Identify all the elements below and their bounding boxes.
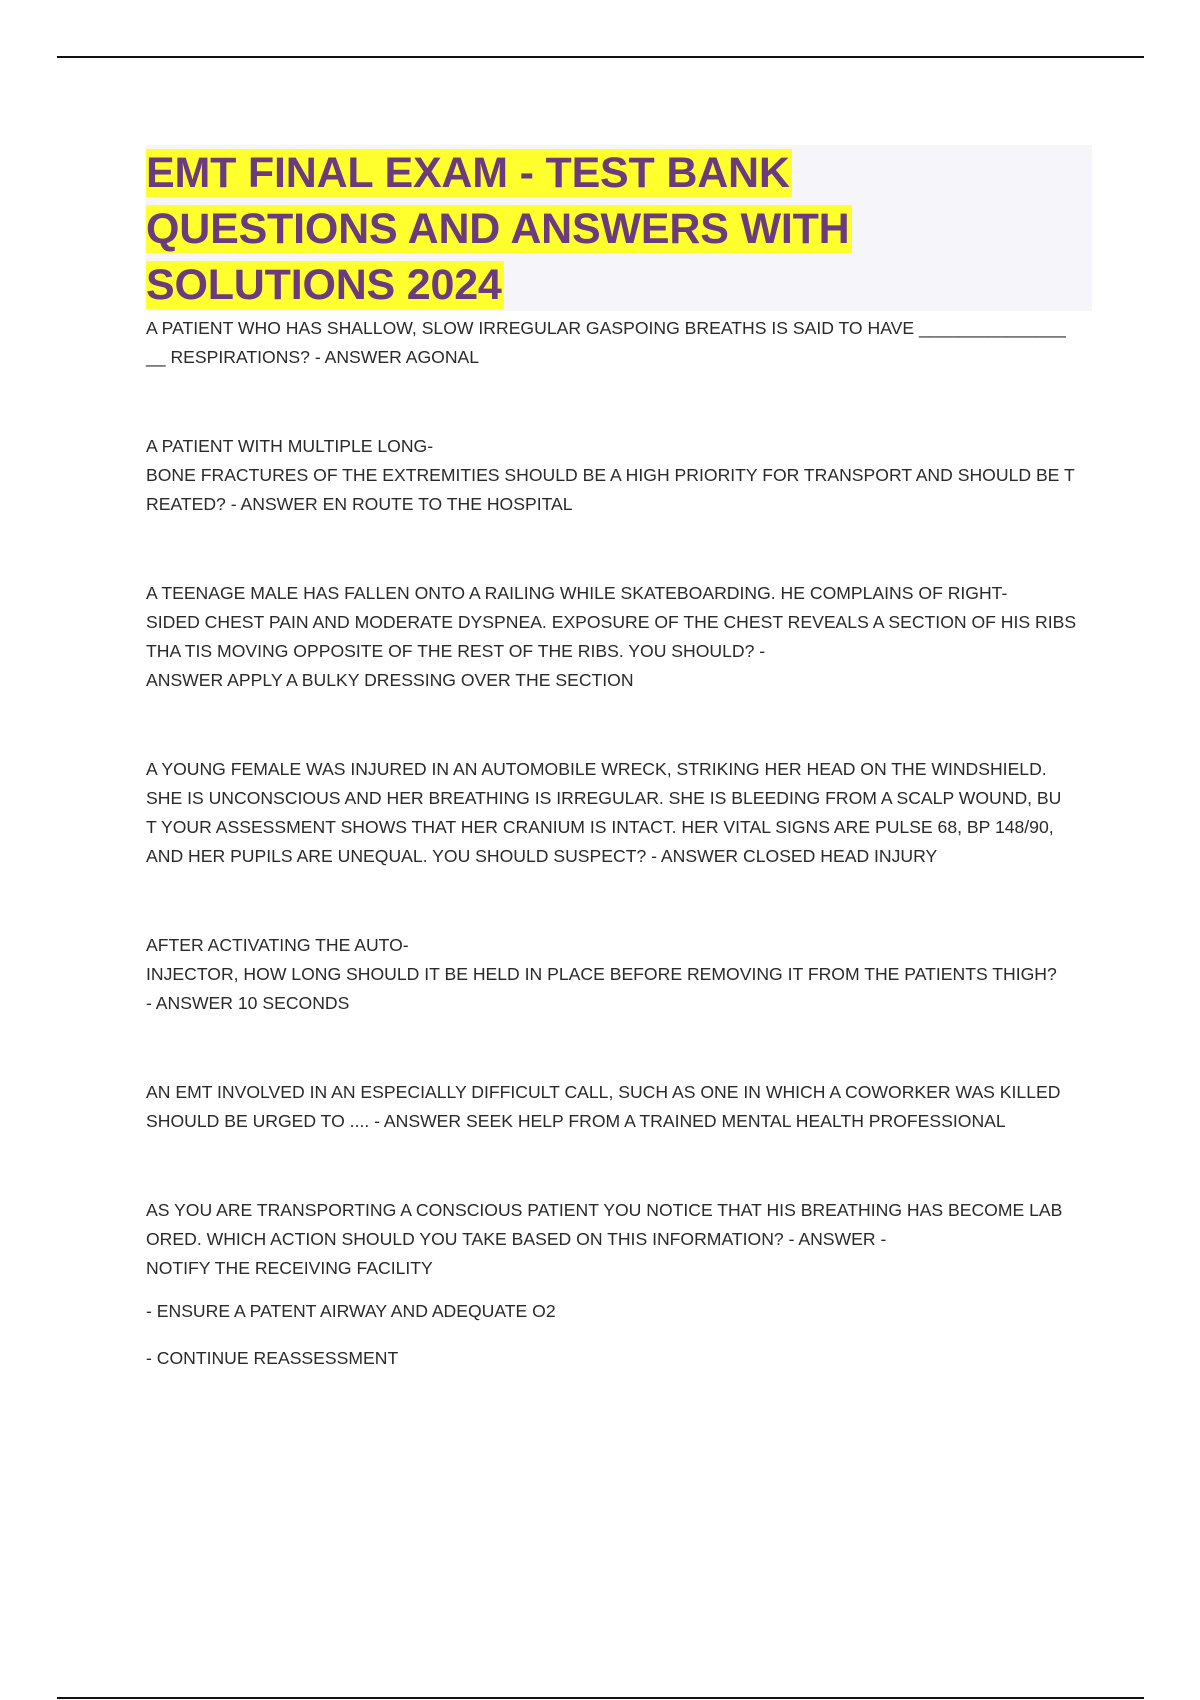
bottom-rule bbox=[57, 1697, 1144, 1699]
question-3-line-4: ANSWER APPLY A BULKY DRESSING OVER THE SECTION bbox=[146, 670, 634, 690]
question-5-line-2: INJECTOR, HOW LONG SHOULD IT BE HELD IN PLACE BEFORE REMOVING IT FROM THE PATIENTS THIGH? bbox=[146, 964, 1057, 984]
top-rule bbox=[57, 56, 1144, 58]
question-1-line-1: A PATIENT WHO HAS SHALLOW, SLOW IRREGULAR GASPOING BREATHS IS SAID TO HAVE _______________ bbox=[146, 318, 1066, 338]
title-block bbox=[146, 145, 1092, 311]
question-2 bbox=[146, 432, 1092, 519]
question-1 bbox=[146, 314, 1092, 372]
question-7-line-2: ORED. WHICH ACTION SHOULD YOU TAKE BASED ON THIS INFORMATION? - ANSWER - bbox=[146, 1229, 887, 1249]
question-2-line-3: REATED? - ANSWER EN ROUTE TO THE HOSPITAL bbox=[146, 494, 573, 514]
question-4-line-3: T YOUR ASSESSMENT SHOWS THAT HER CRANIUM IS INTACT. HER VITAL SIGNS ARE PULSE 68, BP 148/90, bbox=[146, 817, 1054, 837]
question-3-line-1: A TEENAGE MALE HAS FALLEN ONTO A RAILING WHILE SKATEBOARDING. HE COMPLAINS OF RIGHT- bbox=[146, 583, 1008, 603]
title-line-3: SOLUTIONS 2024 bbox=[146, 261, 502, 309]
question-3-line-3: THA TIS MOVING OPPOSITE OF THE REST OF THE RIBS. YOU SHOULD? - bbox=[146, 641, 766, 661]
question-7-line-1: AS YOU ARE TRANSPORTING A CONSCIOUS PATIENT YOU NOTICE THAT HIS BREATHING HAS BECOME LAB bbox=[146, 1200, 1063, 1220]
question-5 bbox=[146, 931, 1092, 1018]
question-7-line-3: NOTIFY THE RECEIVING FACILITY bbox=[146, 1258, 433, 1278]
question-1-line-2: __ RESPIRATIONS? - ANSWER AGONAL bbox=[146, 347, 480, 367]
question-7 bbox=[146, 1196, 1092, 1283]
title-line-2: QUESTIONS AND ANSWERS WITH bbox=[146, 205, 850, 253]
question-6-line-2: SHOULD BE URGED TO .... - ANSWER SEEK HELP FROM A TRAINED MENTAL HEALTH PROFESSIONAL bbox=[146, 1111, 1006, 1131]
document-title bbox=[146, 145, 1092, 313]
answer-bullet-2: - CONTINUE REASSESSMENT bbox=[146, 1348, 399, 1368]
question-5-line-3: - ANSWER 10 SECONDS bbox=[146, 993, 350, 1013]
answer-bullet-1: - ENSURE A PATENT AIRWAY AND ADEQUATE O2 bbox=[146, 1301, 556, 1321]
question-3-line-2: SIDED CHEST PAIN AND MODERATE DYSPNEA. EXPOSURE OF THE CHEST REVEALS A SECTION OF HIS RIBS bbox=[146, 612, 1077, 632]
question-6-line-1: AN EMT INVOLVED IN AN ESPECIALLY DIFFICULT CALL, SUCH AS ONE IN WHICH A COWORKER WAS KILLED bbox=[146, 1082, 1061, 1102]
question-2-line-1: A PATIENT WITH MULTIPLE LONG- bbox=[146, 436, 434, 456]
question-6 bbox=[146, 1078, 1092, 1136]
question-3 bbox=[146, 579, 1092, 695]
question-4 bbox=[146, 755, 1092, 871]
title-line-1: EMT FINAL EXAM - TEST BANK bbox=[146, 149, 790, 197]
question-5-line-1: AFTER ACTIVATING THE AUTO- bbox=[146, 935, 409, 955]
question-2-line-2: BONE FRACTURES OF THE EXTREMITIES SHOULD BE A HIGH PRIORITY FOR TRANSPORT AND SHOULD BE T bbox=[146, 465, 1075, 485]
question-4-line-2: SHE IS UNCONSCIOUS AND HER BREATHING IS IRREGULAR. SHE IS BLEEDING FROM A SCALP WOUND, BU bbox=[146, 788, 1062, 808]
document-body bbox=[146, 314, 1092, 1391]
question-4-line-1: A YOUNG FEMALE WAS INJURED IN AN AUTOMOBILE WRECK, STRIKING HER HEAD ON THE WINDSHIELD. bbox=[146, 759, 1047, 779]
question-4-line-4: AND HER PUPILS ARE UNEQUAL. YOU SHOULD SUSPECT? - ANSWER CLOSED HEAD INJURY bbox=[146, 846, 938, 866]
